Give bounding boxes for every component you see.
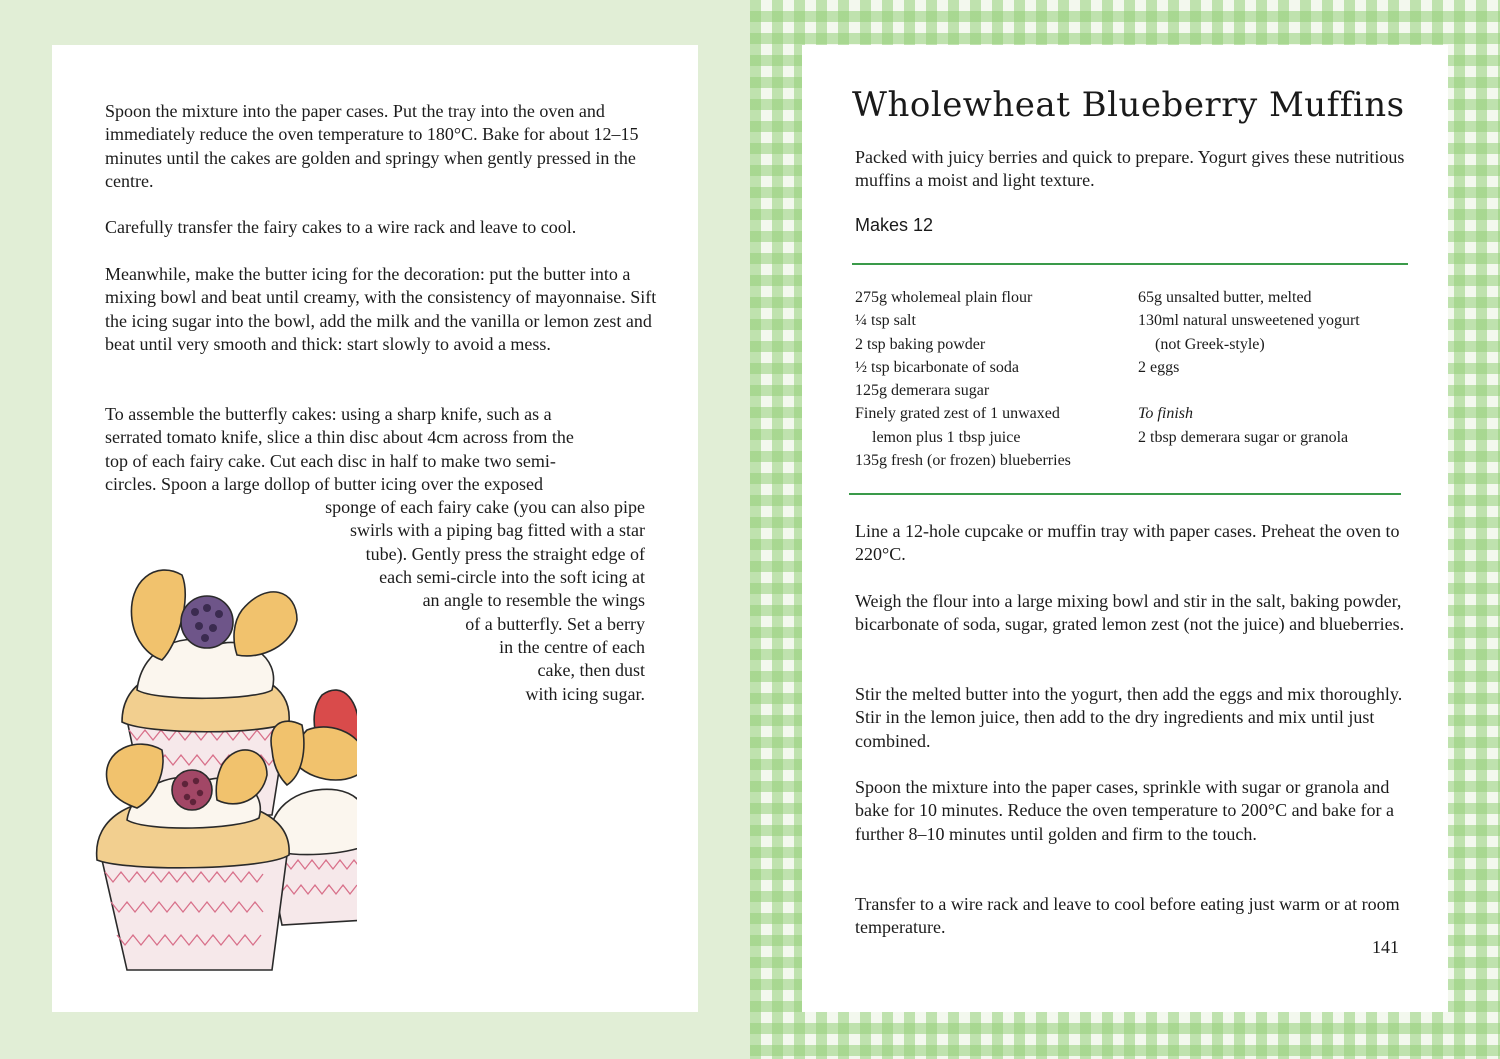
method-paragraph: Line a 12-hole cupcake or muffin tray with paper cases. Preheat the oven to 220°C. (855, 521, 1400, 565)
ingredient-item: 135g fresh (or frozen) blueberries (855, 452, 1071, 470)
ingredient-item: 125g demerara sugar (855, 382, 990, 400)
text-line: with icing sugar. (525, 683, 645, 704)
recipe-yield: Makes 12 (855, 215, 934, 235)
text-line: top of each fairy cake. Cut each disc in half to make two semi- (105, 450, 556, 471)
method-paragraph-bake: Spoon the mixture into the paper cases. Put the tray into the oven and immediately reduce the oven temperature to 180°C. Bake for about 12–15 minutes until the cakes are golden and springy when gently pressed in the centre. (105, 101, 639, 191)
ingredient-item: 275g wholemeal plain flour (855, 289, 1033, 306)
ingredient-item: 65g unsalted butter, melted (1138, 289, 1312, 306)
recipe-title: Wholewheat Blueberry Muffins (852, 85, 1405, 125)
text-line: tube). Gently press the straight edge of (365, 543, 645, 564)
text-line: in the centre of each (499, 636, 645, 657)
text-line: each semi-circle into the soft icing at (379, 567, 645, 588)
divider-bottom (849, 493, 1401, 495)
method-paragraph-cool: Carefully transfer the fairy cakes to a wire rack and leave to cool. (105, 217, 577, 237)
text-line: serrated tomato knife, slice a thin disc about 4cm across from the (105, 427, 574, 448)
ingredient-item: 2 tbsp demerara sugar or granola (1138, 428, 1349, 446)
text-line: To assemble the butterfly cakes: using a sharp knife, such as a (105, 404, 552, 424)
text-line: swirls with a piping bag fitted with a star (350, 520, 645, 541)
ingredient-item: 2 tsp baking powder (855, 335, 986, 353)
method-paragraph: Transfer to a wire rack and leave to cool before eating just warm or at room temperature. (855, 894, 1400, 938)
cupcake-illustration (97, 744, 290, 970)
ingredient-item: ¼ tsp salt (855, 312, 916, 330)
method-paragraph: Spoon the mixture into the paper cases, sprinkle with sugar or granola and bake for 10 minutes. Reduce the oven temperature to 200°C and bake for a further 8–10 minutes until golden and firm to the touch. (855, 777, 1395, 844)
ingredient-item: Finely grated zest of 1 unwaxed (855, 405, 1060, 423)
method-paragraph-icing: Meanwhile, make the butter icing for the decoration: put the butter into a mixing bowl and beat until creamy, with the consistency of mayonnaise. Sift the icing sugar into the bowl, add the milk and the vanilla or lemon zest and beat until very smooth and thick: start slowly to avoid a mess. (105, 264, 657, 354)
text-line: sponge of each fairy cake (you can also pipe (325, 497, 645, 518)
text-line: of a butterfly. Set a berry (465, 613, 645, 634)
ingredient-item: 130ml natural unsweetened yogurt (1138, 312, 1360, 330)
method-paragraph: Stir the melted butter into the yogurt, then add the eggs and mix thoroughly. Stir in the lemon juice, then add to the dry ingredients and mix until just combined. (855, 684, 1403, 751)
butterfly-cupcakes-illustration-icon (67, 550, 357, 980)
text-line: cake, then dust (537, 660, 645, 681)
list-spacer (1138, 379, 1360, 402)
text-line: an angle to resemble the wings (422, 590, 645, 611)
divider-top (852, 263, 1408, 265)
finish-heading: To finish (1138, 405, 1193, 423)
ingredient-item: (not Greek-style) (1155, 335, 1265, 353)
method-paragraph: Weigh the flour into a large mixing bowl and stir in the salt, baking powder, bicarbonate of soda, sugar, grated lemon zest (not the juice) and blueberries. (855, 591, 1405, 635)
ingredients-list-left (855, 286, 1071, 472)
ingredient-item: lemon plus 1 tbsp juice (872, 428, 1021, 446)
ingredient-item: 2 eggs (1138, 358, 1180, 376)
page-number: 141 (1372, 937, 1399, 957)
recipe-intro: Packed with juicy berries and quick to prepare. Yogurt gives these nutritious muffins a moist and light texture. (855, 147, 1405, 191)
left-page (52, 45, 698, 1012)
ingredients-list-right (1138, 286, 1360, 449)
text-line: circles. Spoon a large dollop of butter icing over the exposed (105, 473, 544, 494)
ingredient-item: ½ tsp bicarbonate of soda (855, 358, 1019, 376)
right-page (802, 45, 1448, 1012)
